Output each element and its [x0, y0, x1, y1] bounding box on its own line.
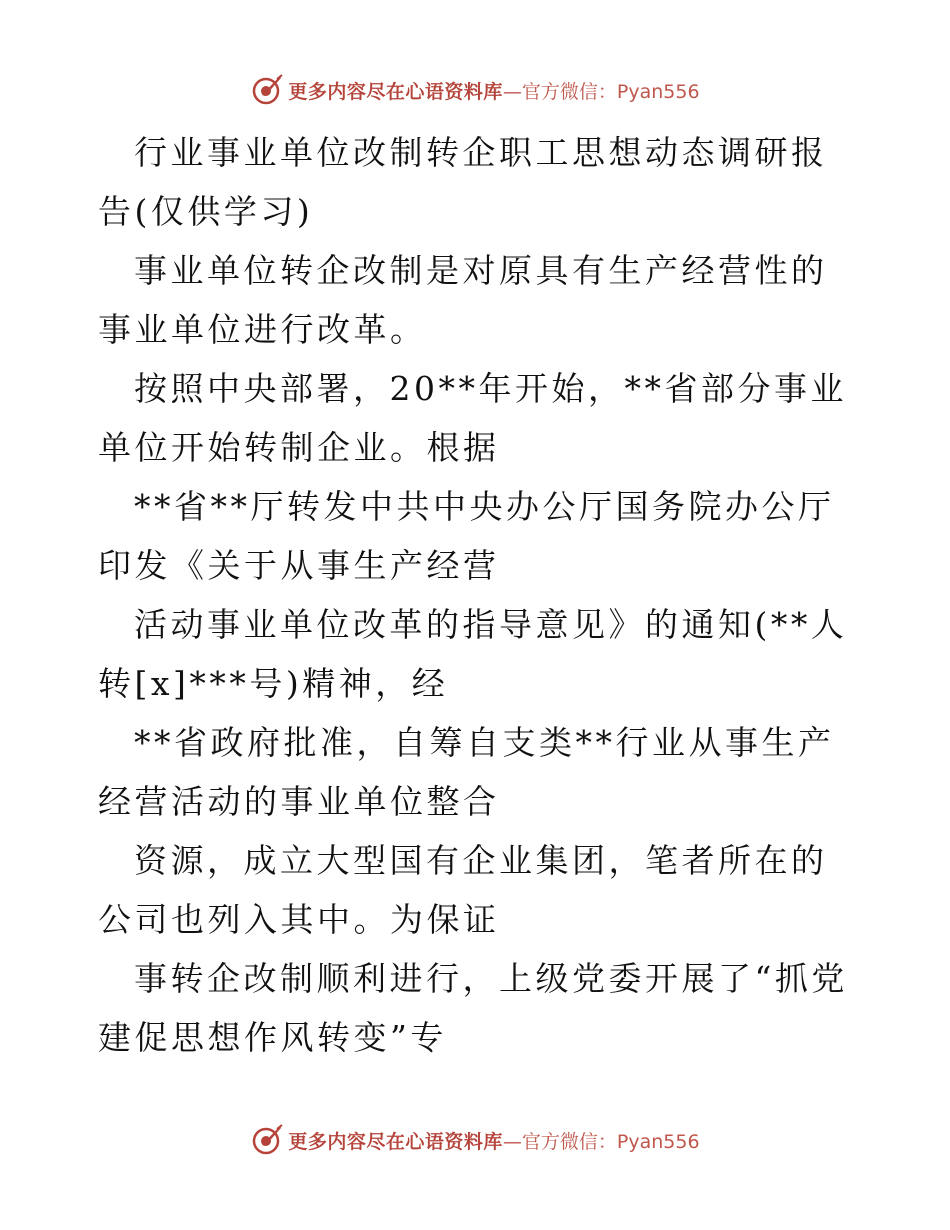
header-contact-text: —官方微信：Pyan556 — [502, 80, 700, 103]
quill-logo-icon — [250, 1123, 284, 1157]
paragraph: 活动事业单位改革的指导意见》的通知(**人转[x]***号)精神，经 — [98, 605, 848, 703]
footer-contact-text: —官方微信：Pyan556 — [502, 1130, 700, 1153]
document-title: 行业事业单位改制转企职工思想动态调研报告(仅供学习) — [98, 133, 828, 231]
quill-logo-icon — [250, 73, 284, 107]
paragraph: 按照中央部署，20**年开始，**省部分事业单位开始转制企业。根据 — [98, 369, 847, 467]
paragraph: 事转企改制顺利进行，上级党委开展了“抓党建促思想作风转变”专 — [98, 959, 848, 1057]
document-body — [98, 123, 858, 1067]
paragraph: **省**厅转发中共中央办公厅国务院办公厅印发《关于从事生产经营 — [98, 487, 835, 585]
paragraph: **省政府批准，自筹自支类**行业从事生产经营活动的事业单位整合 — [98, 723, 835, 821]
paragraph: 资源，成立大型国有企业集团，笔者所在的公司也列入其中。为保证 — [98, 841, 828, 939]
header-watermark — [0, 70, 950, 110]
header-brand-text: 更多内容尽在心语资料库 — [288, 80, 503, 103]
paragraph: 事业单位转企改制是对原具有生产经营性的事业单位进行改革。 — [98, 251, 828, 349]
footer-brand-text: 更多内容尽在心语资料库 — [288, 1130, 503, 1153]
footer-watermark — [0, 1120, 950, 1160]
